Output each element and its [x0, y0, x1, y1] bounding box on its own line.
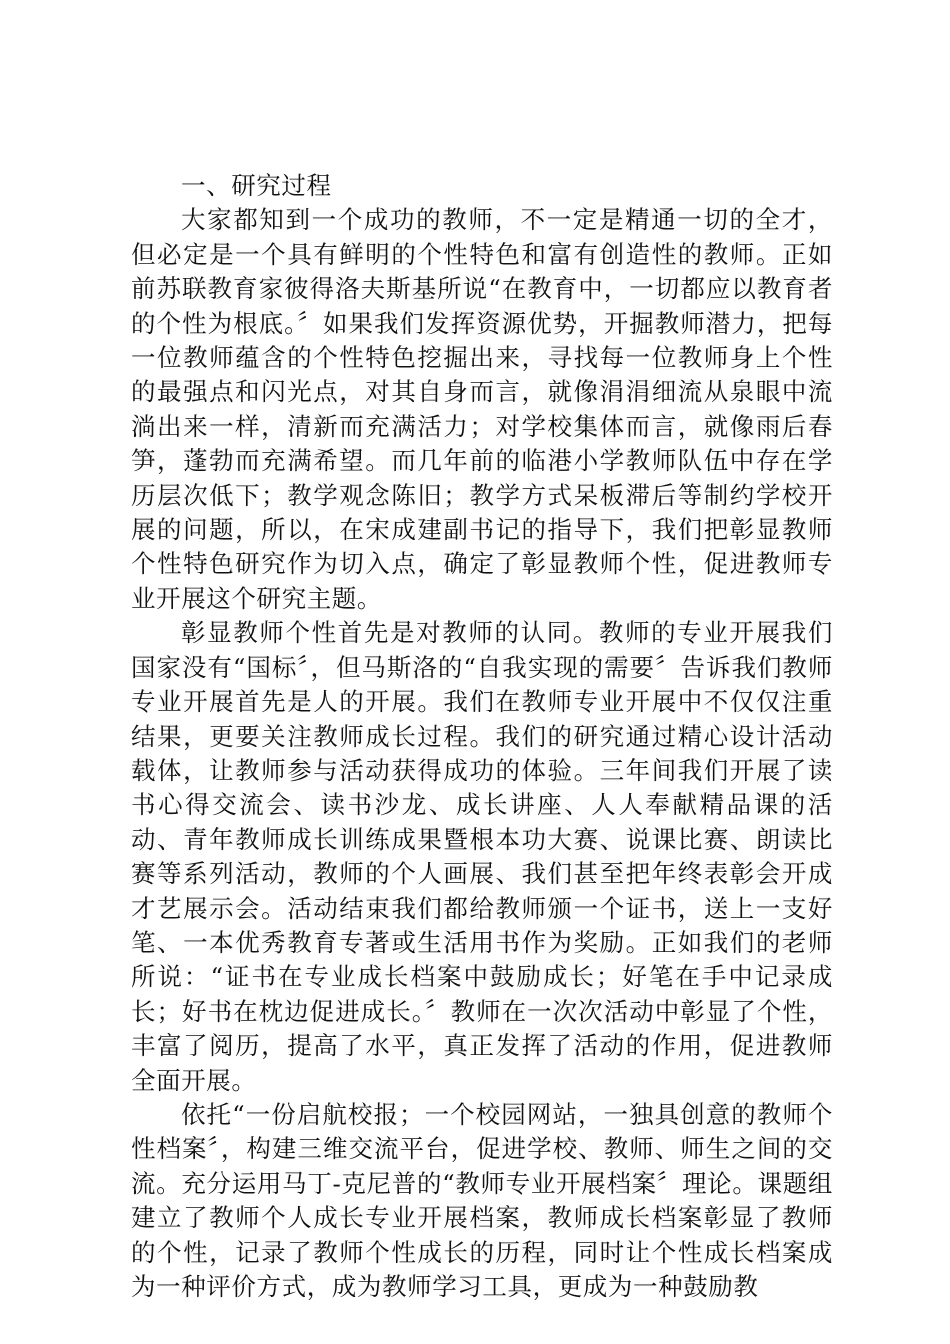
paragraph-1: 大家都知到一个成功的教师，不一定是精通一切的全才，但必定是一个具有鲜明的个性特色和富有创造性的教师。正如前苏联教育家彼得洛夫斯基所说“在教育中，一切都应以教育者的个性为根底。〞如果我们发挥资源优势，开掘教师潜力，把每一位教师蕴含的个性特色挖掘出来，寻找每一位教师身上个性的最强点和闪光点，对其自身而言，就像涓涓细流从泉眼中流淌出来一样，清新而充满活力；对学校集体而言，就像雨后春笋，蓬勃而充满希望。而几年前的临港小学教师队伍中存在学历层次低下；教学观念陈旧；教学方式呆板滞后等制约学校开展的问题，所以，在宋成建副书记的指导下，我们把彰显教师个性特色研究作为切入点，确定了彰显教师个性，促进教师专业开展这个研究主题。	[131, 205, 833, 613]
paragraph-3: 依托“一份启航校报；一个校园网站，一独具创意的教师个性档案〞，构建三维交流平台，促进学校、教师、师生之间的交流。充分运用马丁-克尼普的“教师专业开展档案〞理论。课题组建立了教师个人成长专业开展档案，教师成长档案彰显了教师的个性，记录了教师个性成长的历程，同时让个性成长档案成为一种评价方式，成为教师学习工具，更成为一种鼓励教	[131, 1099, 833, 1301]
section-heading: 一、研究过程	[181, 171, 332, 200]
document-body	[131, 169, 833, 1304]
paragraph-2: 彰显教师个性首先是对教师的认同。教师的专业开展我们国家没有“国标〞，但马斯洛的“自我实现的需要〞告诉我们教师专业开展首先是人的开展。我们在教师专业开展中不仅仅注重结果，更要关注教师成长过程。我们的研究通过精心设计活动载体，让教师参与活动获得成功的体验。三年间我们开展了读书心得交流会、读书沙龙、成长讲座、人人奉献精品课的活动、青年教师成长训练成果暨根本功大赛、说课比赛、朗读比赛等系列活动，教师的个人画展、我们甚至把年终表彰会开成才艺展示会。活动结束我们都给教师颁一个证书，送上一支好笔、一本优秀教育专著或生活用书作为奖励。正如我们的老师所说：“证书在专业成长档案中鼓励成长；好笔在手中记录成长；好书在枕边促进成长。〞教师在一次次活动中彰显了个性，丰富了阅历，提高了水平，真正发挥了活动的作用，促进教师全面开展。	[131, 618, 833, 1095]
